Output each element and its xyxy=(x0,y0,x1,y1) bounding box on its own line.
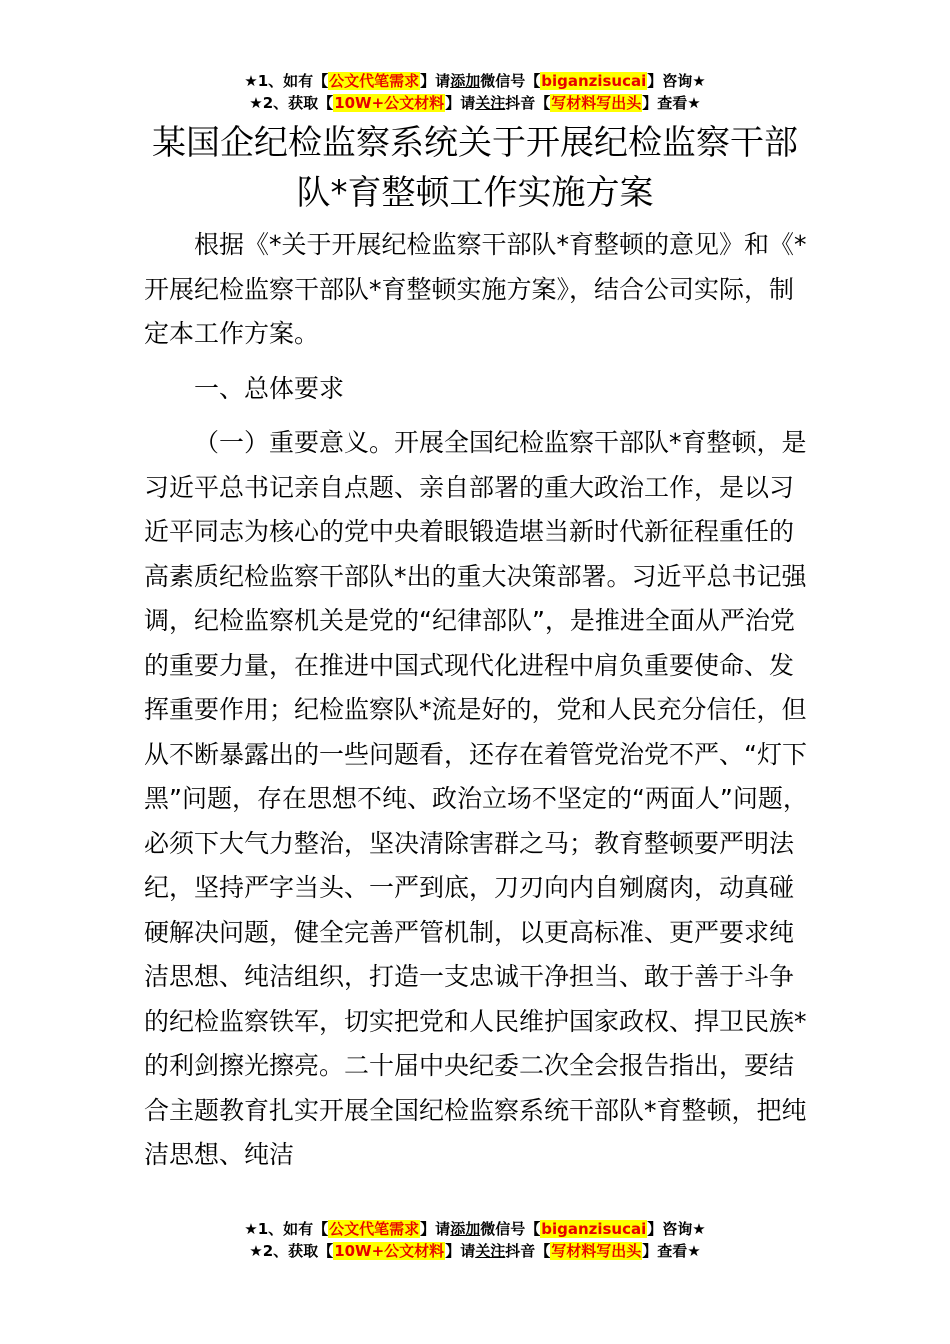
promo-text: 】请 xyxy=(445,94,476,112)
promo-text: 】咨询★ xyxy=(647,1220,706,1238)
promo-highlight: 10W+公文材料 xyxy=(334,94,445,112)
promo-highlight: biganzisucai xyxy=(541,1220,647,1238)
promo-banner-top xyxy=(0,70,950,114)
promo-text: 】请 xyxy=(420,72,451,90)
promo-highlight: 写材料写出头 xyxy=(551,94,642,112)
promo-text: ★2、获取【 xyxy=(249,94,334,112)
title-line-1: 某国企纪检监察系统关于开展纪检监察干部 xyxy=(152,123,798,163)
promo-text: ★2、获取【 xyxy=(249,1242,334,1260)
promo-underline-text: 添加 xyxy=(450,72,481,90)
promo-line-1 xyxy=(0,70,950,92)
promo-highlight: 公文代笔需求 xyxy=(329,1220,420,1238)
promo-underline-text: 关注 xyxy=(475,94,506,112)
document-title xyxy=(100,118,850,218)
promo-line-2 xyxy=(0,1240,950,1262)
promo-text: ★1、如有【 xyxy=(244,1220,329,1238)
document-body xyxy=(144,223,814,1178)
promo-text: 微信号【 xyxy=(480,72,541,90)
promo-text: 】请 xyxy=(420,1220,451,1238)
promo-highlight: biganzisucai xyxy=(541,72,647,90)
promo-text: 】请 xyxy=(445,1242,476,1260)
promo-text: 】咨询★ xyxy=(647,72,706,90)
promo-highlight: 公文代笔需求 xyxy=(329,72,420,90)
promo-underline-text: 添加 xyxy=(450,1220,481,1238)
promo-text: ★1、如有【 xyxy=(244,72,329,90)
promo-highlight: 10W+公文材料 xyxy=(334,1242,445,1260)
title-line-2: 队*育整顿工作实施方案 xyxy=(296,173,654,213)
body-paragraph: （一）重要意义。开展全国纪检监察干部队*育整顿，是习近平总书记亲自点题、亲自部署的重大政治工作，是以习近平同志为核心的党中央着眼锻造堪当新时代新征程重任的高素质纪检监察干部队*出的重大决策部署。习近平总书记强调，纪检监察机关是党的“纪律部队”，是推进全面从严治党的重要力量，在推进中国式现代化进程中肩负重要使命、发挥重要作用；纪检监察队*流是好的，党和人民充分信任，但从不断暴露出的一些问题看，还存在着管党治党不严、“灯下黑”问题，存在思想不纯、政治立场不坚定的“两面人”问题，必须下大气力整治，坚决清除害群之马；教育整顿要严明法纪，坚持严字当头、一严到底，刀刃向内自剜腐肉，动真碰硬解决问题，健全完善严管机制，以更高标准、更严要求纯洁思想、纯洁组织，打造一支忠诚干净担当、敢于善于斗争的纪检监察铁军，切实把党和人民维护国家政权、捍卫民族*的利剑擦光擦亮。二十届中央纪委二次全会报告指出，要结合主题教育扎实开展全国纪检监察系统干部队*育整顿，把纯洁思想、纯洁 xyxy=(144,428,808,1169)
promo-line-2 xyxy=(0,92,950,114)
promo-highlight: 写材料写出头 xyxy=(551,1242,642,1260)
promo-line-1 xyxy=(0,1218,950,1240)
section-heading: 一、总体要求 xyxy=(194,373,345,403)
promo-text: 】查看★ xyxy=(642,1242,701,1260)
promo-text: 】查看★ xyxy=(642,94,701,112)
promo-text: 抖音【 xyxy=(505,94,551,112)
promo-underline-text: 关注 xyxy=(475,1242,506,1260)
promo-text: 抖音【 xyxy=(505,1242,551,1260)
promo-text: 微信号【 xyxy=(480,1220,541,1238)
promo-banner-bottom xyxy=(0,1218,950,1262)
intro-paragraph: 根据《*关于开展纪检监察干部队*育整顿的意见》和《*开展纪检监察干部队*育整顿实施方案》，结合公司实际，制定本工作方案。 xyxy=(144,230,807,348)
